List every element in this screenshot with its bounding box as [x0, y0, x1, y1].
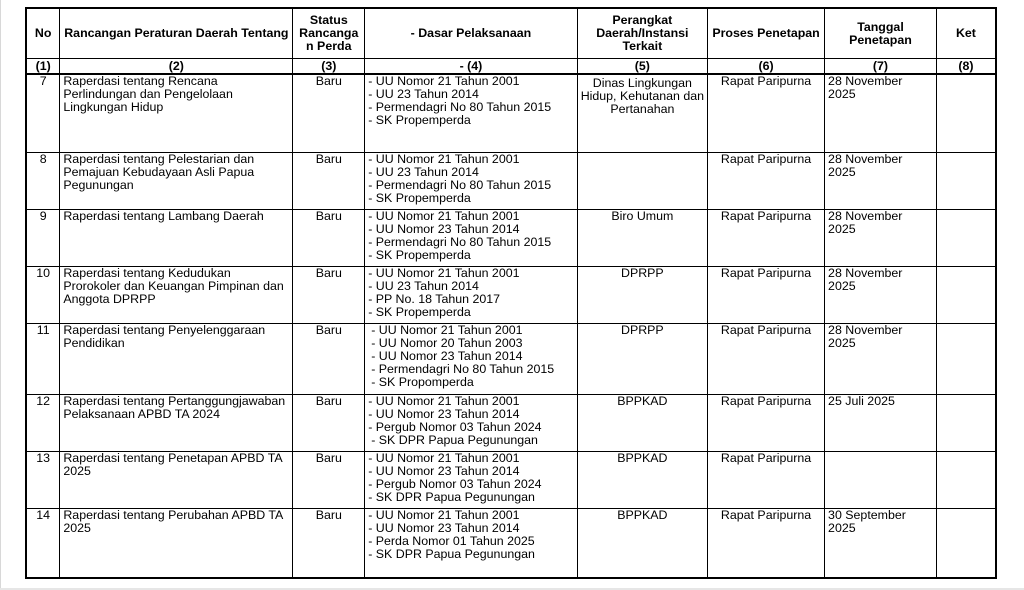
dasar-item: - UU Nomor 21 Tahun 2001	[368, 508, 520, 522]
row-proses: Rapat Paripurna	[708, 508, 825, 578]
row-ket	[936, 74, 996, 152]
row-tanggal: 28 November 2025	[825, 152, 937, 209]
dasar-item: - SK Propemperda	[368, 247, 471, 262]
dasar-item: - UU Nomor 23 Tahun 2014	[368, 221, 520, 236]
row-tanggal	[825, 451, 937, 508]
table-row	[26, 508, 996, 578]
row-status: Baru	[293, 323, 365, 394]
row-title: Raperdasi tentang Rencana Perlindungan dan Pengelolaan Lingkungan Hidup	[60, 74, 293, 152]
dasar-item: - UU 23 Tahun 2014	[368, 278, 479, 293]
row-perangkat	[577, 152, 707, 209]
row-status: Baru	[293, 394, 365, 451]
row-ket	[936, 209, 996, 266]
dasar-item: - SK DPR Papua Pegunungan	[371, 432, 538, 447]
row-no: 9	[26, 209, 60, 266]
row-perangkat: DPRPP	[577, 323, 707, 394]
dasar-item: - UU Nomor 21 Tahun 2001	[371, 323, 523, 337]
row-tanggal: 28 November 2025	[825, 209, 937, 266]
col-number: (2)	[60, 59, 293, 75]
dasar-item: - Permendagri No 80 Tahun 2015	[371, 361, 555, 376]
dasar-item: - UU 23 Tahun 2014	[368, 87, 479, 101]
dasar-item: - UU Nomor 21 Tahun 2001	[368, 209, 520, 223]
row-title: Raperdasi tentang Kedudukan Prorokoler dan Keuangan Pimpinan dan Anggota DPRPP	[60, 266, 293, 323]
table-header	[26, 8, 996, 74]
row-ket	[936, 152, 996, 209]
row-status: Baru	[293, 266, 365, 323]
row-no: 14	[26, 508, 60, 578]
dasar-item: - Pergub Nomor 03 Tahun 2024	[368, 419, 542, 434]
table-row	[26, 74, 996, 152]
row-dasar	[365, 209, 577, 266]
header-tanggal: Tanggal Penetapan	[825, 8, 937, 59]
header-dasar: - Dasar Pelaksanaan	[365, 8, 577, 59]
dasar-item: - SK DPR Papua Pegunungan	[368, 489, 535, 504]
row-proses: Rapat Paripurna	[708, 152, 825, 209]
row-ket	[936, 394, 996, 451]
dasar-item: - SK Propemperda	[368, 113, 471, 127]
page-edge	[0, 0, 1, 590]
row-perangkat: BPPKAD	[577, 451, 707, 508]
row-perangkat: Dinas Lingkungan Hidup, Kehutanan dan Pertanahan	[577, 74, 707, 152]
col-number: (8)	[936, 59, 996, 75]
row-tanggal: 30 September 2025	[825, 508, 937, 578]
row-title: Raperdasi tentang Penetapan APBD TA 2025	[60, 451, 293, 508]
table-row	[26, 209, 996, 266]
dasar-item: - UU Nomor 21 Tahun 2001	[368, 266, 520, 280]
dasar-item: - Perda Nomor 01 Tahun 2025	[368, 533, 535, 548]
dasar-item: - UU Nomor 23 Tahun 2014	[368, 520, 520, 535]
perda-table	[25, 7, 997, 579]
row-ket	[936, 451, 996, 508]
dasar-item: - UU Nomor 23 Tahun 2014	[368, 463, 520, 478]
dasar-item: - SK Propomperda	[371, 374, 474, 389]
table-row	[26, 451, 996, 508]
table-row	[26, 266, 996, 323]
dasar-item: - UU 23 Tahun 2014	[368, 164, 479, 179]
row-dasar	[365, 74, 577, 152]
row-dasar	[365, 323, 577, 394]
row-title: Raperdasi tentang Penyelenggaraan Pendidikan	[60, 323, 293, 394]
row-proses: Rapat Paripurna	[708, 323, 825, 394]
row-ket	[936, 508, 996, 578]
dasar-item: - UU Nomor 21 Tahun 2001	[368, 451, 520, 465]
row-no: 13	[26, 451, 60, 508]
row-dasar	[365, 266, 577, 323]
dasar-item: - UU Nomor 23 Tahun 2014	[368, 406, 520, 421]
row-no: 8	[26, 152, 60, 209]
row-dasar	[365, 451, 577, 508]
row-no: 7	[26, 74, 60, 152]
header-ket: Ket	[936, 8, 996, 59]
col-number: (3)	[293, 59, 365, 75]
col-number: (6)	[708, 59, 825, 75]
col-number: (5)	[577, 59, 707, 75]
dasar-item: - Permendagri No 80 Tahun 2015	[368, 234, 552, 249]
dasar-item: - SK DPR Papua Pegunungan	[368, 546, 535, 561]
row-perangkat: BPPKAD	[577, 508, 707, 578]
row-ket	[936, 323, 996, 394]
col-number: (7)	[825, 59, 937, 75]
row-proses: Rapat Paripurna	[708, 209, 825, 266]
row-proses: Rapat Paripurna	[708, 394, 825, 451]
row-title: Raperdasi tentang Pelestarian dan Pemajuan Kebudayaan Asli Papua Pegunungan	[60, 152, 293, 209]
row-proses: Rapat Paripurna	[708, 451, 825, 508]
row-perangkat: Biro Umum	[577, 209, 707, 266]
dasar-item: - Permendagri No 80 Tahun 2015	[368, 177, 552, 192]
row-title: Raperdasi tentang Perubahan APBD TA 2025	[60, 508, 293, 578]
row-tanggal: 28 November 2025	[825, 323, 937, 394]
row-dasar	[365, 508, 577, 578]
row-tanggal: 28 November 2025	[825, 266, 937, 323]
row-proses: Rapat Paripurna	[708, 74, 825, 152]
dasar-item: - UU Nomor 21 Tahun 2001	[368, 394, 520, 408]
row-status: Baru	[293, 152, 365, 209]
header-rancangan: Rancangan Peraturan Daerah Tentang	[60, 8, 293, 59]
row-no: 10	[26, 266, 60, 323]
row-status: Baru	[293, 451, 365, 508]
dasar-item: - SK Propemperda	[368, 304, 471, 319]
row-perangkat: DPRPP	[577, 266, 707, 323]
dasar-item: - UU Nomor 21 Tahun 2001	[368, 74, 520, 88]
row-status: Baru	[293, 74, 365, 152]
dasar-item: - UU Nomor 21 Tahun 2001	[368, 152, 520, 166]
dasar-item: - UU Nomor 23 Tahun 2014	[371, 348, 523, 363]
row-ket	[936, 266, 996, 323]
header-proses: Proses Penetapan	[708, 8, 825, 59]
row-no: 11	[26, 323, 60, 394]
row-tanggal: 25 Juli 2025	[825, 394, 937, 451]
header-no: No	[26, 8, 60, 59]
col-number: (1)	[26, 59, 60, 75]
row-dasar	[365, 394, 577, 451]
table-row	[26, 394, 996, 451]
header-perangkat: Perangkat Daerah/Instansi Terkait	[577, 8, 707, 59]
row-dasar	[365, 152, 577, 209]
dasar-item: - SK Propemperda	[368, 190, 471, 205]
dasar-item: - UU Nomor 20 Tahun 2003	[371, 335, 523, 350]
dasar-item: - Permendagri No 80 Tahun 2015	[368, 100, 552, 114]
row-tanggal: 28 November 2025	[825, 74, 937, 152]
dasar-item: - PP No. 18 Tahun 2017	[368, 291, 501, 306]
col-number: - (4)	[365, 59, 577, 75]
dasar-item: - Pergub Nomor 03 Tahun 2024	[368, 476, 542, 491]
row-no: 12	[26, 394, 60, 451]
row-status: Baru	[293, 508, 365, 578]
row-status: Baru	[293, 209, 365, 266]
row-title: Raperdasi tentang Pertanggungjawaban Pelaksanaan APBD TA 2024	[60, 394, 293, 451]
table-row	[26, 152, 996, 209]
row-title: Raperdasi tentang Lambang Daerah	[60, 209, 293, 266]
table-row	[26, 323, 996, 394]
row-proses: Rapat Paripurna	[708, 266, 825, 323]
row-perangkat: BPPKAD	[577, 394, 707, 451]
header-status: Status Rancanga n Perda	[293, 8, 365, 59]
